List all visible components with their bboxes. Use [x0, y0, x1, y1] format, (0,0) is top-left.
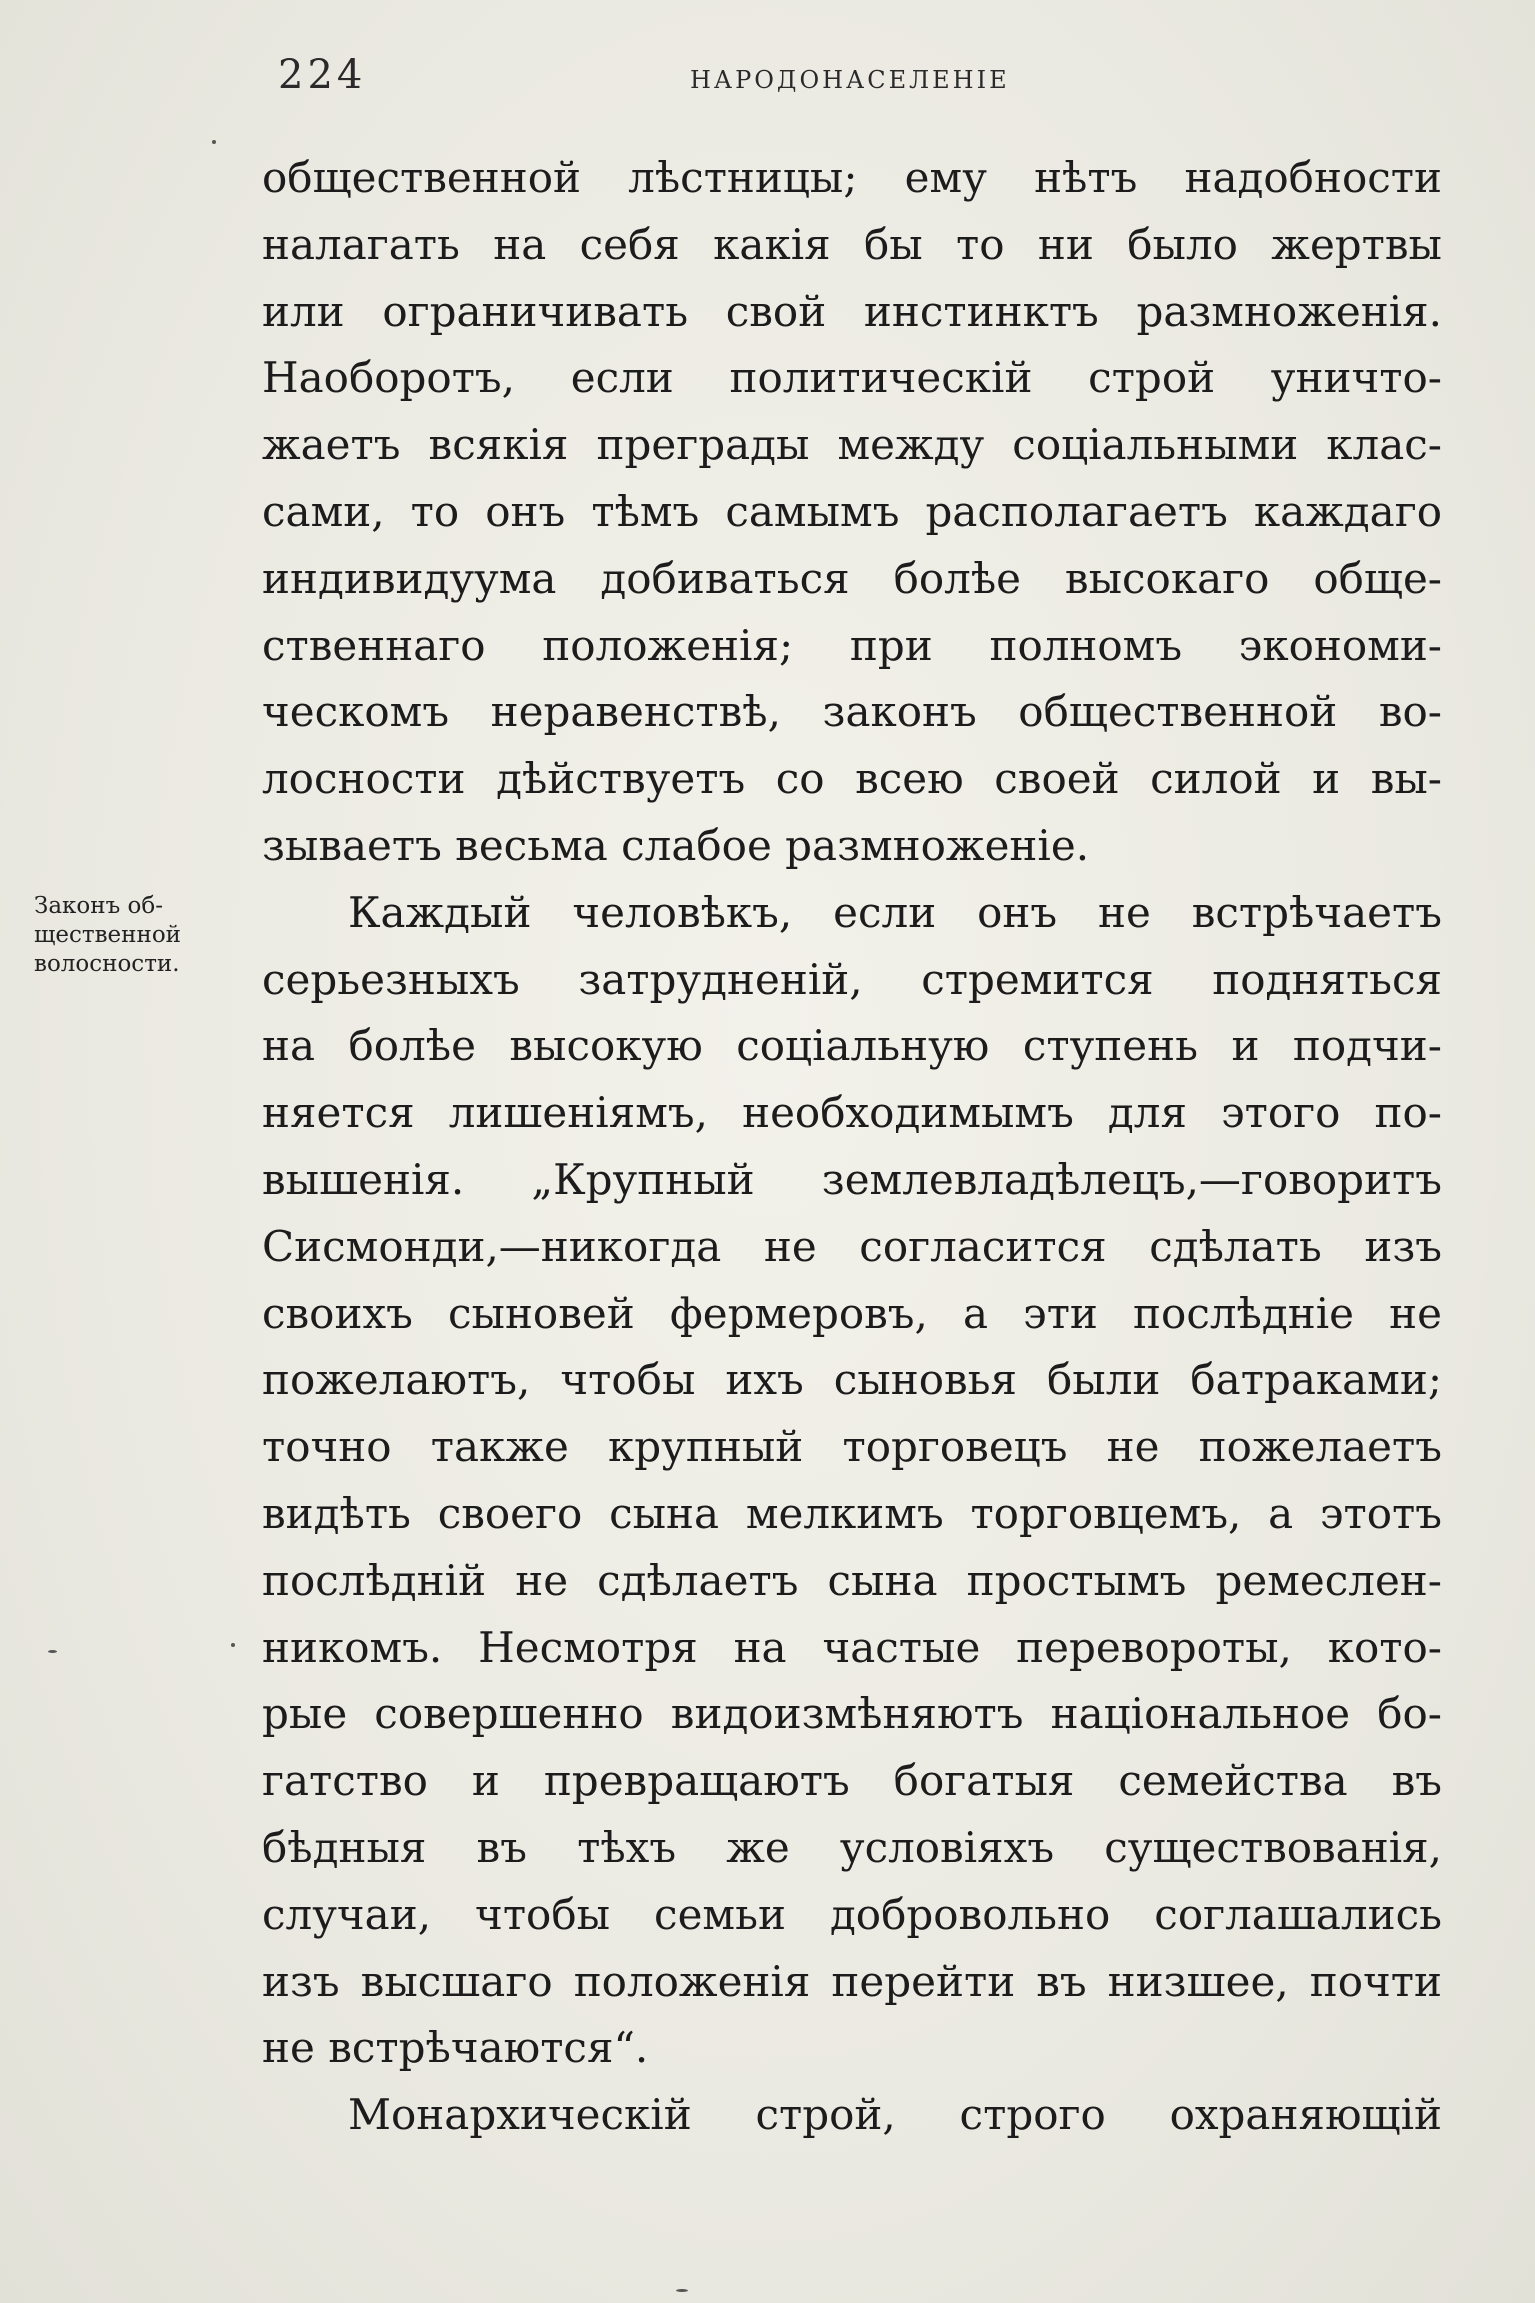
margin-note-line: Законъ об- — [34, 893, 164, 919]
text-line: пожелаютъ, чтобы ихъ сыновья были батраками; — [262, 1355, 1442, 1405]
text-line: изъ высшаго положенія перейти въ низшее, почти — [262, 1956, 1442, 2006]
margin-note-line: волосности. — [34, 951, 180, 977]
text-line: точно также крупный торговецъ не пожелаетъ — [262, 1422, 1442, 1472]
text-line: на болѣе высокую соціальную ступень и подчи- — [262, 1021, 1442, 1071]
text-line: Каждый человѣкъ, если онъ не встрѣчаетъ — [348, 887, 1442, 937]
text-line: послѣдній не сдѣлаетъ сына простымъ ремеслен- — [262, 1555, 1442, 1605]
text-line: случаи, чтобы семьи добровольно соглашались — [262, 1889, 1442, 1939]
text-line: сами, то онъ тѣмъ самымъ располагаетъ каждаго — [262, 486, 1442, 536]
page-number: 224 — [278, 52, 367, 98]
text-line: ческомъ неравенствѣ, законъ общественной во- — [262, 687, 1442, 737]
text-line: гатство и превращаютъ богатыя семейства въ — [262, 1756, 1442, 1806]
text-line: ственнаго положенія; при полномъ экономи- — [262, 620, 1442, 670]
text-line: зываетъ весьма слабое размноженіе. — [262, 820, 1090, 870]
text-line: Монархическій строй, строго охраняющій — [348, 2090, 1442, 2140]
text-line: няется лишеніямъ, необходимымъ для этого по- — [262, 1088, 1442, 1138]
text-line: налагать на себя какія бы то ни было жертвы — [262, 219, 1442, 269]
text-line: не встрѣчаются“. — [262, 2023, 649, 2073]
text-line: своихъ сыновей фермеровъ, а эти послѣдніе не — [262, 1288, 1442, 1338]
text-line: рые совершенно видоизмѣняютъ національное бо- — [262, 1689, 1442, 1739]
body-text — [262, 145, 1442, 2149]
text-line: жаетъ всякія преграды между соціальными клас- — [262, 420, 1442, 470]
text-line: общественной лѣстницы; ему нѣтъ надобности — [262, 153, 1442, 202]
text-line: серьезныхъ затрудненій, стремится подняться — [262, 954, 1442, 1004]
text-line: бѣдныя въ тѣхъ же условіяхъ существованія, — [262, 1822, 1442, 1872]
text-line: вышенія. „Крупный землевладѣлецъ,—говоритъ — [262, 1154, 1442, 1204]
paper-speck — [231, 1643, 235, 1647]
text-line: Наоборотъ, если политическій строй уничто- — [262, 353, 1442, 403]
text-line: видѣть своего сына мелкимъ торговцемъ, а этотъ — [262, 1488, 1442, 1538]
text-line: индивидуума добиваться болѣе высокаго обще- — [262, 553, 1442, 603]
margin-note-line: щественной — [34, 922, 181, 948]
paper-speck — [212, 140, 216, 144]
text-line: или ограничивать свой инстинктъ размноженія. — [262, 286, 1442, 336]
running-title: НАРОДОНАСЕЛЕНІЕ — [690, 66, 1010, 94]
paper-speck — [676, 2289, 688, 2292]
text-line: лосности дѣйствуетъ со всею своей силой и вы- — [262, 754, 1442, 804]
paper-speck — [48, 1650, 57, 1653]
text-line: Сисмонди,—никогда не согласится сдѣлать изъ — [262, 1221, 1442, 1271]
text-line: никомъ. Несмотря на частые перевороты, кото- — [262, 1622, 1442, 1672]
margin-note — [34, 892, 266, 979]
